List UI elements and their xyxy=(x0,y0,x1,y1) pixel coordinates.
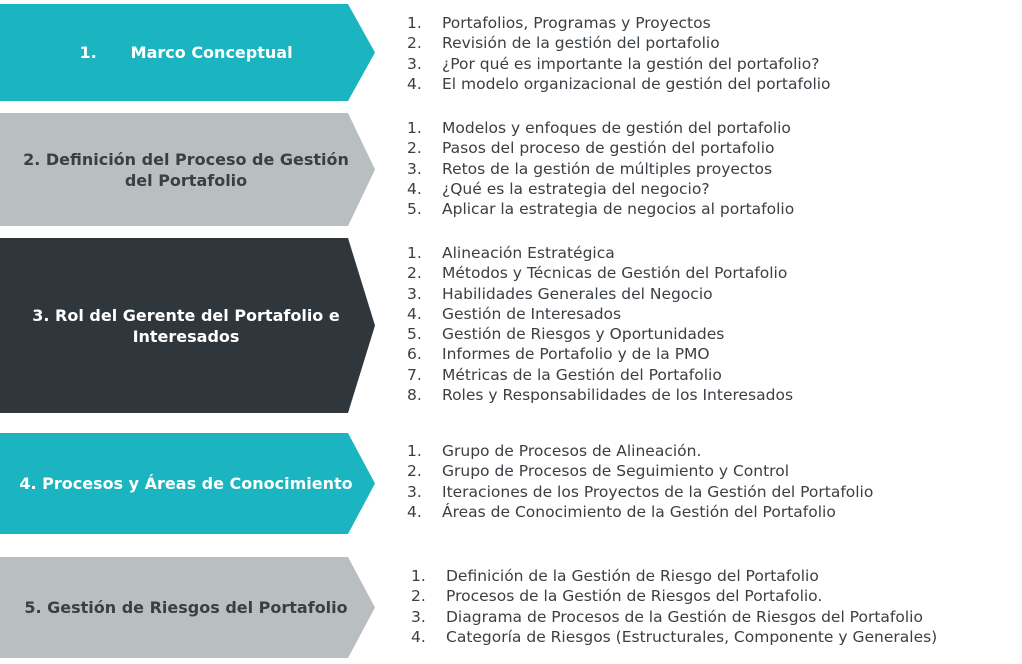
list-item xyxy=(407,74,831,94)
section-items xyxy=(407,13,831,94)
list-item xyxy=(407,284,793,304)
list-item xyxy=(407,13,831,33)
list-item xyxy=(407,54,831,74)
section-label: 4. Procesos y Áreas de Conocimiento xyxy=(19,474,353,493)
item-text: Métricas de la Gestión del Portafolio xyxy=(442,365,722,384)
section-5 xyxy=(0,557,1022,658)
section-3 xyxy=(0,238,1022,413)
item-text: Portafolios, Programas y Proyectos xyxy=(442,14,711,32)
item-text: Alineación Estratégica xyxy=(442,244,615,262)
section-items xyxy=(407,118,794,219)
list-item xyxy=(411,627,937,647)
item-text: Retos de la gestión de múltiples proyectos xyxy=(442,159,773,178)
item-number: 7. xyxy=(407,365,422,384)
item-text: El modelo organizacional de gestión del portafolio xyxy=(442,74,831,93)
section-2 xyxy=(0,113,1022,226)
section-label: 3. Rol del Gerente del Portafolio e Interesados xyxy=(32,305,340,346)
section-label-text: Marco Conceptual xyxy=(130,43,293,62)
item-number: 4. xyxy=(411,627,426,646)
list-item xyxy=(407,461,873,481)
item-text: ¿Por qué es importante la gestión del portafolio? xyxy=(442,54,820,73)
section-label: 5. Gestión de Riesgos del Portafolio xyxy=(24,598,348,617)
item-text: Revisión de la gestión del portafolio xyxy=(442,34,720,53)
item-text: Gestión de Interesados xyxy=(442,304,622,323)
section-1 xyxy=(0,4,1022,101)
list-item xyxy=(407,138,794,158)
item-number: 2. xyxy=(407,34,422,53)
list-item xyxy=(407,243,793,263)
list-item xyxy=(407,159,794,179)
item-text: Áreas de Conocimiento de la Gestión del Portafolio xyxy=(442,502,836,521)
item-number: 3. xyxy=(411,607,426,626)
section-items xyxy=(407,441,873,522)
item-number: 1. xyxy=(411,567,426,585)
item-text: Procesos de la Gestión de Riesgos del Portafolio. xyxy=(446,587,823,606)
item-text: Gestión de Riesgos y Oportunidades xyxy=(442,325,725,344)
item-number: 2. xyxy=(407,462,422,481)
item-text: Iteraciones de los Proyectos de la Gestión del Portafolio xyxy=(442,482,874,501)
list-item xyxy=(407,365,793,385)
section-4 xyxy=(0,433,1022,534)
item-text: Modelos y enfoques de gestión del portafolio xyxy=(442,119,791,137)
section-label: 2. Definición del Proceso de Gestión del Portafolio xyxy=(23,149,349,190)
list-item xyxy=(407,199,794,219)
item-number: 1. xyxy=(407,244,422,262)
list-item xyxy=(407,385,793,405)
item-text: Habilidades Generales del Negocio xyxy=(442,284,713,303)
list-item xyxy=(407,118,794,138)
item-text: Grupo de Procesos de Seguimiento y Control xyxy=(442,462,789,481)
section-items xyxy=(407,243,793,405)
list-item xyxy=(407,482,873,502)
item-text: Aplicar la estrategia de negocios al portafolio xyxy=(442,200,795,219)
section-label-number: 1. xyxy=(79,43,97,62)
item-number: 3. xyxy=(407,284,422,303)
list-item xyxy=(411,566,937,586)
item-text: Roles y Responsabilidades de los Interesados xyxy=(442,386,794,405)
item-number: 5. xyxy=(407,200,422,219)
list-item xyxy=(407,344,793,364)
list-item xyxy=(411,607,937,627)
item-text: Definición de la Gestión de Riesgo del Portafolio xyxy=(446,567,819,585)
item-text: Categoría de Riesgos (Estructurales, Componente y Generales) xyxy=(446,627,938,646)
list-item xyxy=(407,324,793,344)
item-number: 2. xyxy=(411,587,426,606)
item-number: 3. xyxy=(407,482,422,501)
item-text: Diagrama de Procesos de la Gestión de Riesgos del Portafolio xyxy=(446,607,923,626)
list-item xyxy=(407,263,793,283)
list-item xyxy=(407,33,831,53)
item-text: ¿Qué es la estrategia del negocio? xyxy=(442,179,710,198)
item-number: 8. xyxy=(407,386,422,405)
item-number: 6. xyxy=(407,345,422,364)
item-number: 2. xyxy=(407,264,422,283)
item-number: 3. xyxy=(407,54,422,73)
item-number: 3. xyxy=(407,159,422,178)
list-item xyxy=(407,502,873,522)
item-number: 5. xyxy=(407,325,422,344)
item-text: Grupo de Procesos de Alineación. xyxy=(442,442,702,460)
section-items xyxy=(411,566,937,647)
item-number: 4. xyxy=(407,304,422,323)
list-item xyxy=(411,586,937,606)
item-number: 1. xyxy=(407,14,422,32)
item-number: 4. xyxy=(407,74,422,93)
item-number: 2. xyxy=(407,139,422,158)
list-item xyxy=(407,441,873,461)
item-text: Informes de Portafolio y de la PMO xyxy=(442,345,710,364)
item-number: 1. xyxy=(407,442,422,460)
list-item xyxy=(407,179,794,199)
item-number: 4. xyxy=(407,179,422,198)
item-text: Métodos y Técnicas de Gestión del Portafolio xyxy=(442,264,788,283)
item-number: 4. xyxy=(407,502,422,521)
section-label xyxy=(0,4,372,101)
item-number: 1. xyxy=(407,119,422,137)
list-item xyxy=(407,304,793,324)
item-text: Pasos del proceso de gestión del portafolio xyxy=(442,139,775,158)
